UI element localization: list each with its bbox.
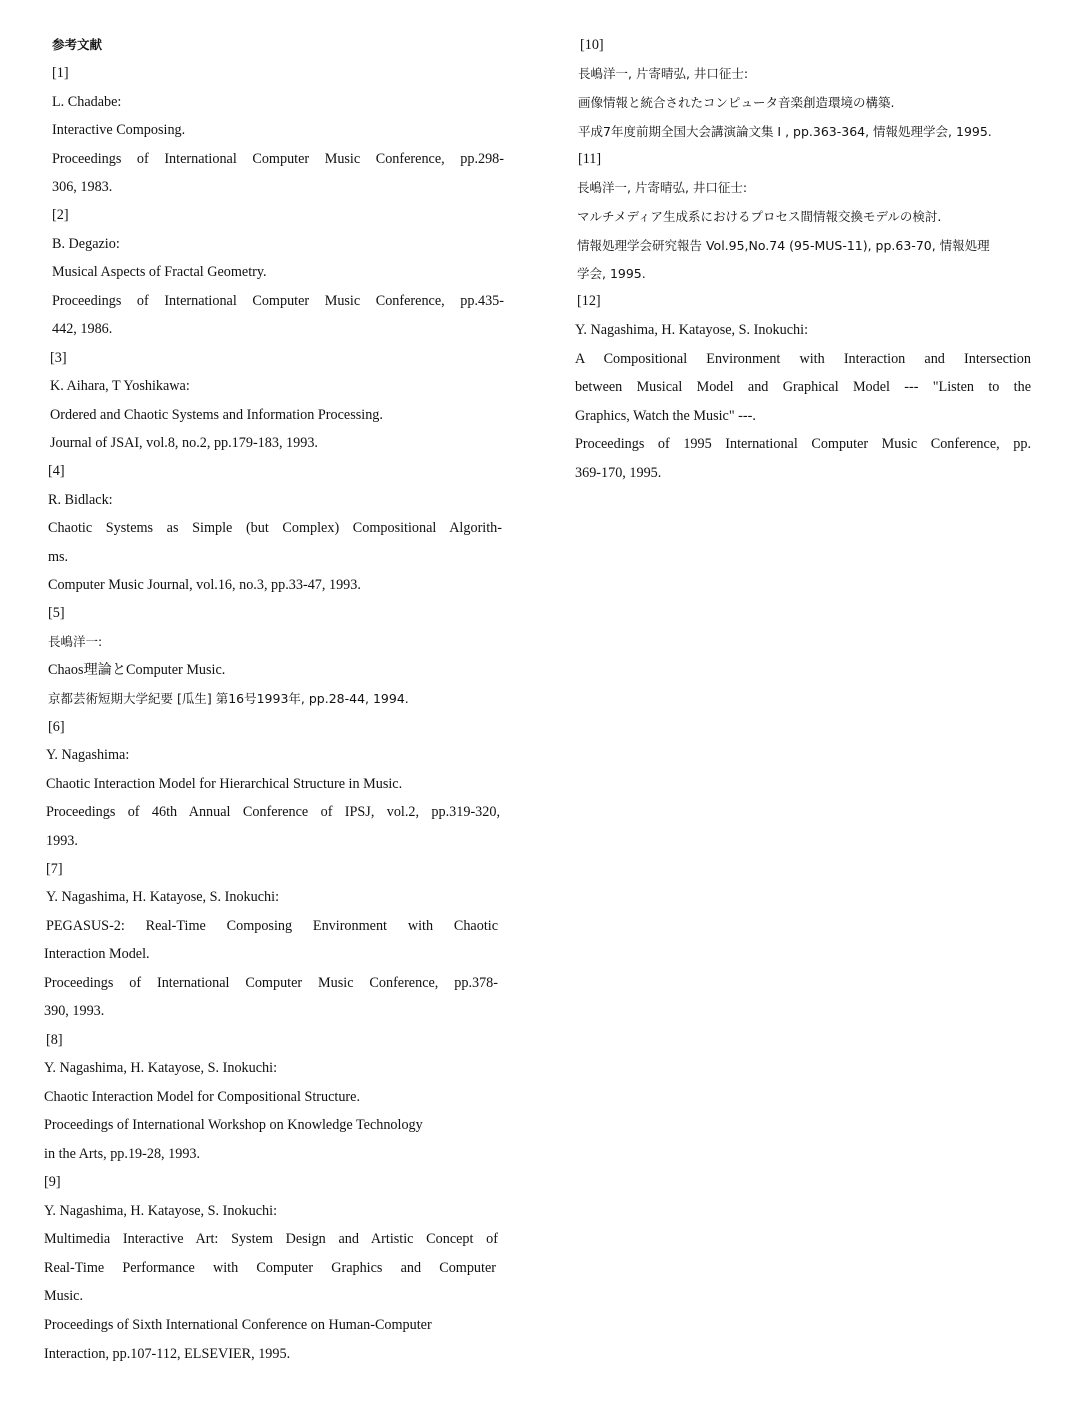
ref-source: Proceedings of Sixth International Conference on Human-Computer: [44, 1317, 432, 1333]
ref-title: Music.: [44, 1288, 84, 1304]
ref-title: Interactive Composing.: [52, 122, 186, 138]
ref-number: [8]: [46, 1032, 63, 1048]
ref-authors: K. Aihara, T Yoshikawa:: [50, 378, 190, 394]
ref-source: 情報処理学会研究報告 Vol.95,No.74 (95-MUS-11), pp.63-70, 情報処理: [577, 238, 990, 253]
ref-source: 京都芸術短期大学紀要 [瓜生] 第16号1993年, pp.28-44, 1994.: [48, 691, 409, 706]
ref-authors: R. Bidlack:: [48, 492, 113, 508]
ref-source: Proceedings of 46th Annual Conference of IPSJ, vol.2, pp.319-320,: [46, 804, 500, 820]
ref-source: 442, 1986.: [52, 321, 113, 337]
ref-source: 平成7年度前期全国大会講演論文集 I , pp.363-364, 情報処理学会, 1995.: [578, 124, 992, 139]
ref-source: Proceedings of International Computer Music Conference, pp.298-: [52, 151, 504, 167]
ref-authors: Y. Nagashima:: [46, 747, 130, 763]
ref-title: Ordered and Chaotic Systems and Information Processing.: [50, 407, 383, 423]
ref-title: Chaotic Interaction Model for Compositional Structure.: [44, 1089, 360, 1105]
ref-authors: L. Chadabe:: [52, 94, 122, 110]
ref-title: A Compositional Environment with Interaction and Intersection: [575, 351, 1031, 367]
ref-source: 390, 1993.: [44, 1003, 105, 1019]
ref-source: Proceedings of International Workshop on Knowledge Technology: [44, 1117, 423, 1133]
ref-title: Musical Aspects of Fractal Geometry.: [52, 264, 267, 280]
ref-number: [9]: [44, 1174, 61, 1190]
ref-source: Journal of JSAI, vol.8, no.2, pp.179-183, 1993.: [50, 435, 318, 451]
ref-number: [10]: [580, 37, 604, 53]
ref-number: [4]: [48, 463, 65, 479]
ref-authors: 長嶋洋一, 片寄晴弘, 井口征士:: [578, 66, 749, 81]
ref-number: [12]: [577, 293, 601, 309]
ref-title: Real-Time Performance with Computer Graphics and Computer: [44, 1260, 496, 1276]
ref-title: Interaction Model.: [44, 946, 150, 962]
ref-title: PEGASUS-2: Real-Time Composing Environment with Chaotic: [46, 918, 498, 934]
ref-authors: Y. Nagashima, H. Katayose, S. Inokuchi:: [575, 322, 809, 338]
ref-title: Multimedia Interactive Art: System Design and Artistic Concept of: [44, 1231, 498, 1247]
ref-title: ms.: [48, 549, 69, 565]
ref-source: 学会, 1995.: [577, 266, 646, 281]
ref-title: between Musical Model and Graphical Model --- "Listen to the: [575, 379, 1031, 395]
ref-authors: 長嶋洋一, 片寄晴弘, 井口征士:: [577, 180, 748, 195]
ref-authors: B. Degazio:: [52, 236, 120, 252]
ref-source: Proceedings of International Computer Music Conference, pp.378-: [44, 975, 498, 991]
ref-authors: Y. Nagashima, H. Katayose, S. Inokuchi:: [46, 889, 280, 905]
ref-authors: 長嶋洋一:: [48, 634, 103, 649]
ref-authors: Y. Nagashima, H. Katayose, S. Inokuchi:: [44, 1203, 278, 1219]
ref-number: [11]: [578, 151, 602, 167]
ref-source: Proceedings of 1995 International Computer Music Conference, pp.: [575, 436, 1031, 452]
ref-title: Graphics, Watch the Music" ---.: [575, 408, 756, 424]
ref-source: 306, 1983.: [52, 179, 113, 195]
ref-source: Computer Music Journal, vol.16, no.3, pp.33-47, 1993.: [48, 577, 361, 593]
ref-authors: Y. Nagashima, H. Katayose, S. Inokuchi:: [44, 1060, 278, 1076]
ref-title: 画像情報と統合されたコンピュータ音楽創造環境の構築.: [578, 95, 895, 110]
references-heading: 参考文献: [52, 37, 103, 52]
ref-title: Chaotic Systems as Simple (but Complex) Compositional Algorith-: [48, 520, 502, 536]
ref-title: Chaotic Interaction Model for Hierarchical Structure in Music.: [46, 776, 403, 792]
ref-source: 369-170, 1995.: [575, 465, 662, 481]
ref-number: [5]: [48, 605, 65, 621]
ref-source: Interaction, pp.107-112, ELSEVIER, 1995.: [44, 1346, 291, 1362]
ref-number: [6]: [48, 719, 65, 735]
ref-number: [7]: [46, 861, 63, 877]
ref-number: [2]: [52, 207, 69, 223]
ref-title: マルチメディア生成系におけるプロセス間情報交換モデルの検討.: [577, 209, 942, 224]
ref-title: Chaos理論とComputer Music.: [48, 662, 226, 678]
ref-source: in the Arts, pp.19-28, 1993.: [44, 1146, 201, 1162]
ref-number: [3]: [50, 350, 67, 366]
ref-number: [1]: [52, 65, 69, 81]
ref-source: 1993.: [46, 833, 78, 849]
ref-source: Proceedings of International Computer Music Conference, pp.435-: [52, 293, 504, 309]
